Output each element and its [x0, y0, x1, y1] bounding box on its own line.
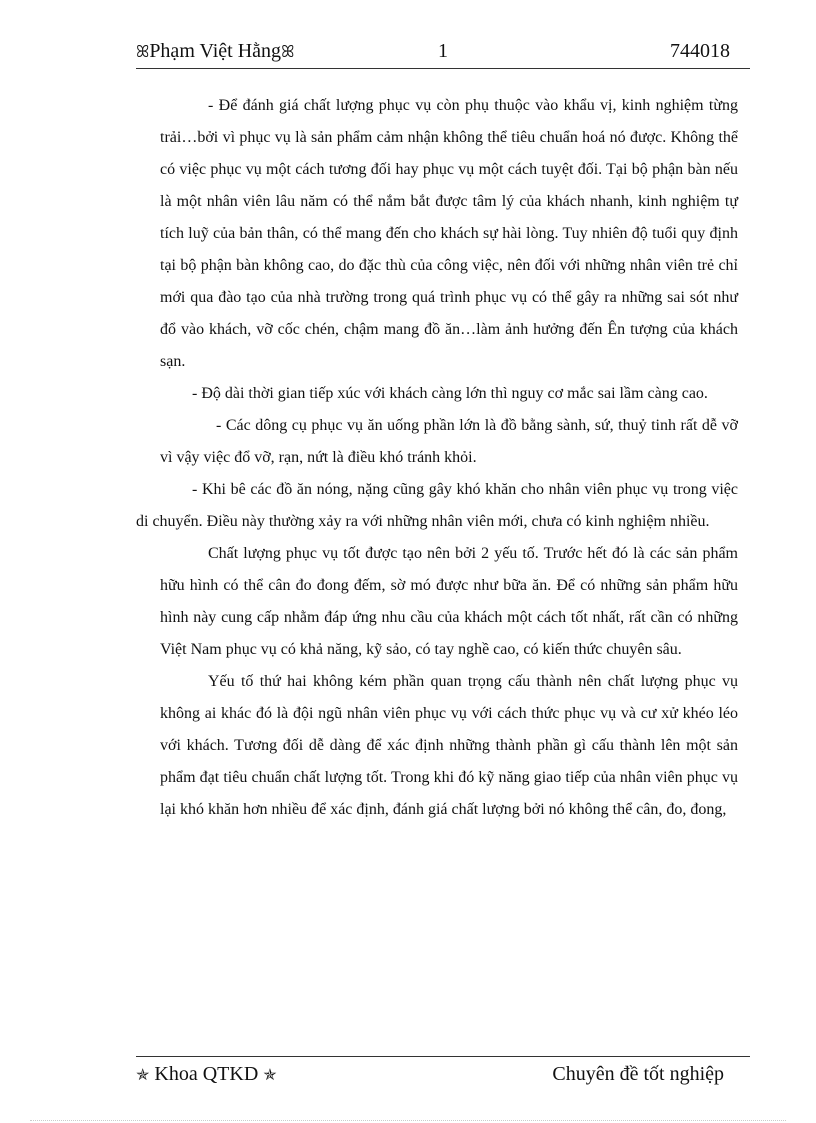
star-icon: ✯ [136, 1067, 150, 1084]
page-number: 1 [438, 40, 448, 62]
paragraph-3: - Các dông cụ phục vụ ăn uống phần lớn là đồ bằng sành, sứ, thuỷ tinh rất dễ vỡ vì vậy việc đổ vỡ, rạn, nứt là điều khó tránh khỏi. [160, 417, 738, 466]
paragraph-5: Chất lượng phục vụ tốt được tạo nên bởi 2 yếu tố. Trước hết đó là các sản phẩm hữu hình có thể cân đo đong đếm, sờ mó được như bữa ăn. Để có những sản phẩm hữu hình này cung cấp nhằm đáp ứng nhu cầu của khách một cách tốt nhất, rất cần có những Việt Nam phục vụ có khả năng, kỹ sảo, có tay nghề cao, có kiến thức chuyên sâu. [160, 545, 738, 658]
paragraph-2: - Độ dài thời gian tiếp xúc với khách càng lớn thì nguy cơ mắc sai lầm càng cao. [192, 385, 708, 402]
ornament-left-icon: ꕤ [136, 44, 150, 61]
star-icon: ✯ [263, 1067, 277, 1084]
paragraph-1: - Để đánh giá chất lượng phục vụ còn phụ thuộc vào khẩu vị, kinh nghiệm từng trải…bởi vì phục vụ là sản phẩm cảm nhận không thể tiêu chuẩn hoá nó được. Không thể có việc phục vụ một cách tương đối hay phục vụ một cách tuyệt đối. Tại bộ phận bàn nếu là một nhân viên lâu năm có thể nắm bắt được tâm lý của khách nhanh, kinh nghiệm tự tích luỹ của bản thân, có thể mang đến cho khách sự hài lòng. Tuy nhiên độ tuổi quy định tại bộ phận bàn không cao, do đặc thù của công việc, nên đối với những nhân viên trẻ chỉ mới qua đào tạo của nhà trường trong quá trình phục vụ có thể gây ra những sai sót như đổ vào khách, vỡ cốc chén, chậm mang đồ ăn…làm ảnh hưởng đến Ên tượng của khách sạn. [160, 97, 738, 370]
page-bottom-divider [30, 1120, 786, 1121]
department-text: Khoa QTKD [154, 1063, 259, 1085]
paragraph-4: - Khi bê các đồ ăn nóng, nặng cũng gây khó khăn cho nhân viên phục vụ trong việc di chuyển. Điều này thường xảy ra với những nhân viên mới, chưa có kinh nghiệm nhiều. [136, 481, 738, 530]
document-code: 744018 [670, 40, 730, 62]
document-body [136, 90, 738, 826]
ornament-right-icon: ꕤ [281, 44, 295, 61]
department-label [136, 1063, 277, 1086]
paragraph-6: Yếu tố thứ hai không kém phần quan trọng cấu thành nên chất lượng phục vụ không ai khác đó là đội ngũ nhân viên phục vụ với cách thức phục vụ và cư xử khéo léo với khách. Tương đối dễ dàng để xác định những thành phần gì cấu thành lên một sản phẩm đạt tiêu chuẩn chất lượng tốt. Trong khi đó kỹ năng giao tiếp của nhân viên phục vụ lại khó khăn hơn nhiều để xác định, đánh giá chất lượng bởi nó không thể cân, đo, đong, [160, 673, 738, 818]
page-footer [136, 1056, 750, 1097]
page-header [136, 38, 750, 69]
author-name [136, 40, 294, 63]
document-title: Chuyên đề tốt nghiệp [552, 1063, 724, 1085]
author-text: Phạm Việt Hằng [149, 40, 282, 62]
